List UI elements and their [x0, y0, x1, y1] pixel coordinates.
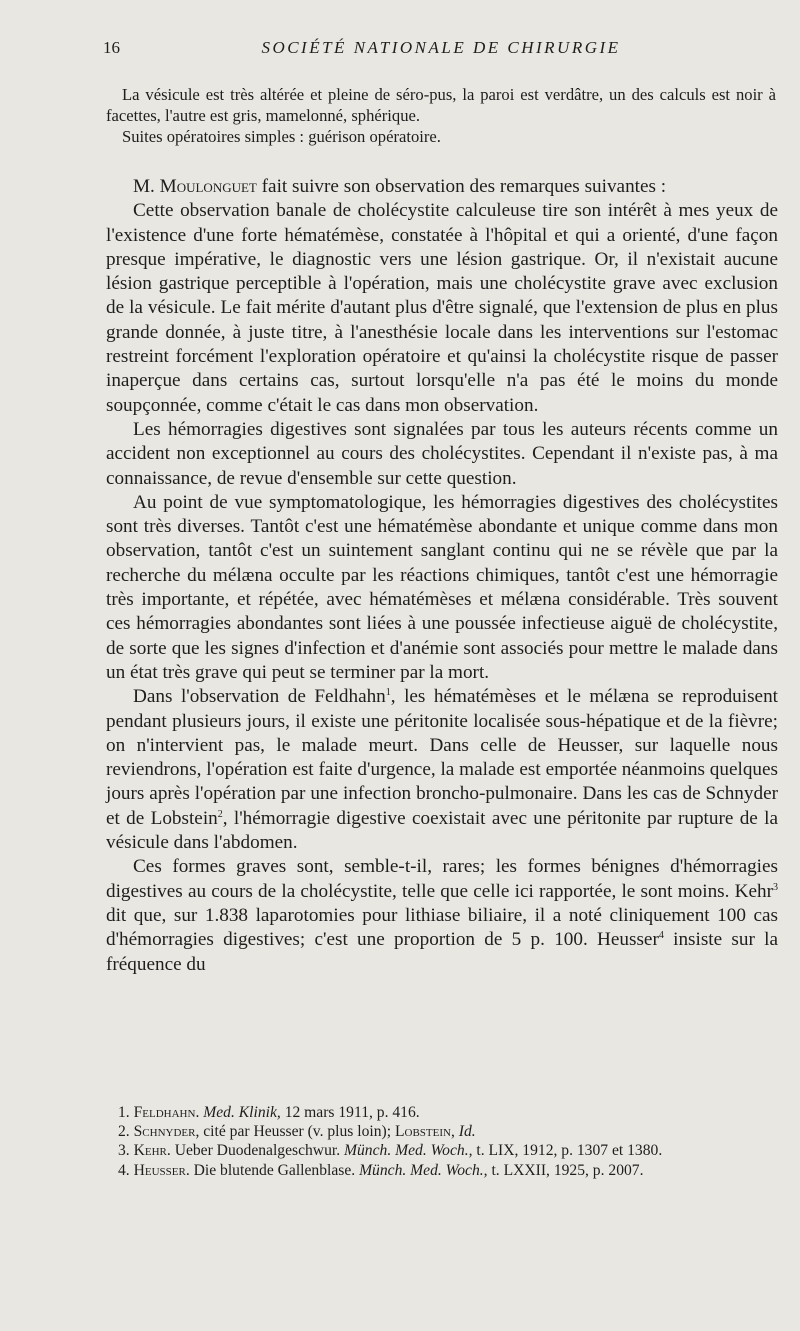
- case-description: La vésicule est très altérée et pleine de séro-pus, la paroi est verdâtre, un des calculs est noir à facettes, l'autre est gris, mamelonné, sphérique.: [106, 85, 776, 125]
- paragraph: M. Moulonguet fait suivre son observation des remarques suivantes :: [133, 176, 667, 197]
- footnote-ref: 2: [217, 808, 223, 820]
- footnote: 1. Feldhahn. Med. Klinik, 12 mars 1911, p. 416.: [118, 1104, 420, 1121]
- case-outcome: Suites opératoires simples : guérison opératoire.: [122, 127, 441, 146]
- paragraph: Cette observation banale de cholécystite calculeuse tire son intérêt à mes yeux de l'existence d'une forte hématémèse, constatée à l'hôpital et qui a orienté, d'une façon presque impérative, le diagnostic vers une lésion gastrique. Or, il n'existait aucune lésion gastrique perceptible à l'opération, mais une cholécystite grave avec exclusion de la vésicule. Le fait mérite d'autant plus d'être signalé, que l'extension de plus en plus grande donnée, à juste titre, à l'anesthésie locale dans les interventions sur l'estomac restreint forcément l'exploration opératoire et qu'ainsi la cholécystite risque de passer inaperçue dans certains cas, surtout lorsqu'elle n'a pas été le moins du monde soupçonnée, comme c'était le cas dans mon observation.: [106, 200, 778, 416]
- footnotes: [106, 1103, 778, 1180]
- paragraph: Dans l'observation de Feldhahn$^1$, les hématémèses et le mélæna se reproduisent pendant plusieurs jours, il existe une péritonite localisée sous-hépatique et de la fièvre; on n'intervient pas, le malade meurt. Dans celle de Heusser, sur laquelle nous reviendrons, l'opération est faite d'urgence, la malade est emportée néanmoins quelques jours après l'opération par une infection broncho-pulmonaire. Dans les cas de Schnyder et de Lobstein$^2$, l'hémorragie digestive coexistait avec une péritonite par rupture de la vésicule dans l'abdomen.: [106, 686, 778, 854]
- footnote: 3. Kehr. Ueber Duodenalgeschwur. Münch. Med. Woch., t. LIX, 1912, p. 1307 et 1380.: [118, 1142, 663, 1160]
- paragraph: Ces formes graves sont, semble-t-il, rares; les formes bénignes d'hémorragies digestives au cours de la cholécystite, telle que celle ici rapportée, le sont moins. Kehr$^3$ dit que, sur 1.838 laparotomies pour lithiase biliaire, il a noté cliniquement 100 cas d'hémorragies digestives; c'est une proportion de 5 p. 100. Heusser$^4$ insiste sur la fréquence du: [106, 856, 778, 975]
- footnote: 4. Heusser. Die blutende Gallenblase. Münch. Med. Woch., t. LXXII, 1925, p. 2007.: [118, 1161, 644, 1179]
- running-title: SOCIÉTÉ NATIONALE DE CHIRURGIE: [261, 38, 621, 57]
- paragraph: Au point de vue symptomatologique, les hémorragies digestives des cholécystites sont très diverses. Tantôt c'est une hématémèse abondante et unique comme dans mon observation, tantôt c'est un suintement sanglant continu qui ne se révèle que par la recherche du mélæna occulte par les réactions chimiques, tantôt c'est une hémorragie très importante, et répétée, avec hématémèses et mélæna considérable. Très souvent ces hémorragies abondantes sont liées à une poussée infectieuse aiguë de cholécystite, de sorte que les signes d'infection et d'anémie sont associés pour mettre le malade dans un état très grave qui peut se terminer par la mort.: [106, 491, 778, 683]
- page-header: [103, 38, 779, 66]
- footnote-ref: 1: [385, 687, 391, 699]
- paragraph: Les hémorragies digestives sont signalées par tous les auteurs récents comme un accident non exceptionnel au cours des cholécystites. Cependant il n'existe pas, à ma connaissance, de revue d'ensemble sur cette question.: [106, 418, 778, 489]
- footnote: 2. Schnyder, cité par Heusser (v. plus loin); Lobstein, Id.: [118, 1123, 476, 1141]
- speaker-name: M. Moulonguet: [133, 176, 257, 197]
- page-number: 16: [103, 38, 120, 57]
- case-report-end: [106, 84, 776, 147]
- main-text: [106, 175, 778, 977]
- footnote-ref: 4: [658, 930, 664, 942]
- footnote-ref: 3: [773, 881, 778, 893]
